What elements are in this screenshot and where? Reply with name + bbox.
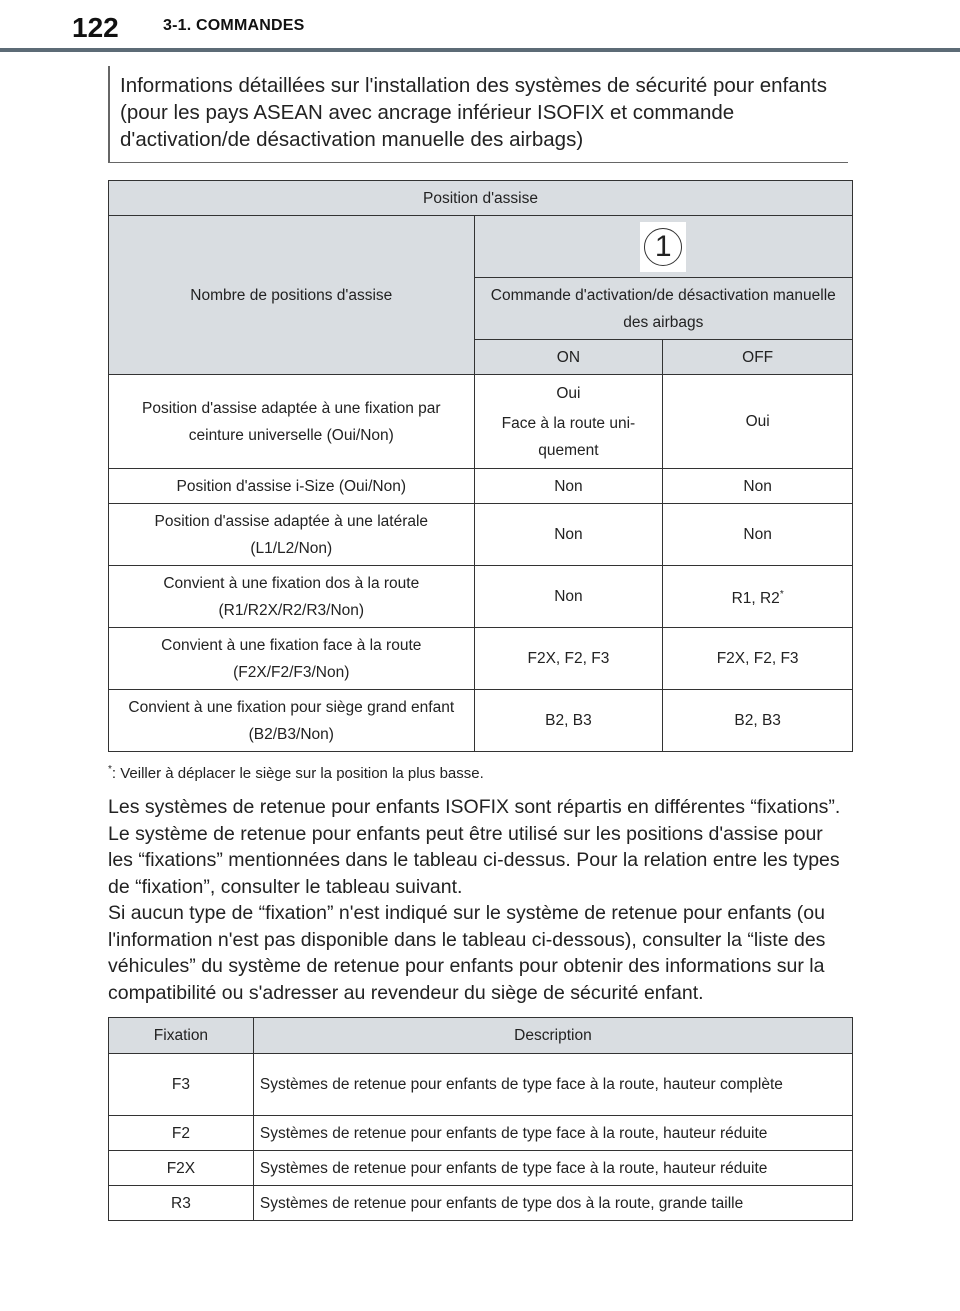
seat-number-badge [640,222,686,272]
fixation-table [108,1017,853,1221]
body-text [108,794,848,1006]
row-off-value: Non [663,504,853,566]
row-label: Position d'assise adaptée à une latérale (L1/L2/Non) [109,504,475,566]
footnote-text: : Veiller à déplacer le siège sur la position la plus basse. [111,765,484,782]
row-on-value [474,375,663,469]
seat-position-table [108,180,853,752]
footnote-marker: * [108,764,112,775]
row-on-line: Oui [556,384,581,402]
table-row [109,375,853,469]
header-divider [0,48,960,52]
row-off-value: Oui [663,375,853,469]
info-box-text: Informations détaillées sur l'installation des systèmes de sécurité pour enfants (pour les pays ASEAN avec ancrage inférieur ISOFIX et commande d'activation/de désactivation manuelle des airbags) [120,74,827,151]
fixation-code: R3 [109,1186,254,1221]
row-label: Convient à une fixation face à la route (F2X/F2/F3/Non) [109,628,475,690]
row-off-value [663,566,853,628]
page-header [0,0,960,54]
row-label: Convient à une fixation dos à la route (R1/R2X/R2/R3/Non) [109,566,475,628]
row-on-value: Non [474,469,663,504]
row-off-value: Non [663,469,853,504]
table-row [109,1151,853,1186]
row-label: Convient à une fixation pour siège grand enfant (B2/B3/Non) [109,690,475,752]
fixation-code: F2X [109,1151,254,1186]
off-label: OFF [663,340,853,375]
col-description-header: Description [253,1018,852,1054]
table-row [109,504,853,566]
row-label: Position d'assise adaptée à une fixation par ceinture universelle (Oui/Non) [109,375,475,469]
row-on-value: Non [474,504,663,566]
page-number: 122 [72,12,119,43]
section-title: 3-1. COMMANDES [163,17,305,34]
fixation-code: F2 [109,1116,254,1151]
table-row [109,469,853,504]
footnote-marker: * [779,588,784,600]
fixation-description: Systèmes de retenue pour enfants de type face à la route, hauteur réduite [253,1116,852,1151]
fixation-code: F3 [109,1054,254,1116]
row-on-value: F2X, F2, F3 [474,628,663,690]
count-label: Nombre de positions d'assise [109,216,475,375]
fixation-description: Systèmes de retenue pour enfants de type dos à la route, grande taille [253,1186,852,1221]
seat-number-cell [474,216,852,278]
table-row [109,690,853,752]
airbag-switch-label: Commande d'activation/de désactivation manuelle des airbags [474,278,852,340]
fixation-description: Systèmes de retenue pour enfants de type face à la route, hauteur complète [253,1054,852,1116]
table-row [109,1054,853,1116]
table-row [109,566,853,628]
row-on-value: B2, B3 [474,690,663,752]
table-row [109,1116,853,1151]
table-row [109,628,853,690]
row-off-value: F2X, F2, F3 [663,628,853,690]
info-box [108,66,848,163]
row-on-value: Non [474,566,663,628]
position-header: Position d'assise [109,181,853,216]
row-on-line: Face à la route uni-quement [501,414,636,459]
paragraph: Si aucun type de “fixation” n'est indiqué sur le système de retenue pour enfants (ou l'information n'est pas disponible dans le tableau ci-dessous), consulter la “liste des véhicules” du système de retenue pour enfants pour obtenir des informations sur la compatibilité ou s'adresser au revendeur du siège de sécurité enfant. [108,902,826,1004]
table-row [109,1186,853,1221]
footnote [108,764,484,782]
row-off-value: B2, B3 [663,690,853,752]
paragraph: Les systèmes de retenue pour enfants ISOFIX sont répartis en différentes “fixations”. Le système de retenue pour enfants peut être utilisé sur les positions d'assise pour les “fixations” mentionnées dans le tableau ci-dessus. Pour la relation entre les types de “fixation”, consulter le tableau suivant. [108,796,841,898]
seat-number: 1 [644,228,682,266]
on-label: ON [474,340,663,375]
col-fixation-header: Fixation [109,1018,254,1054]
row-label: Position d'assise i-Size (Oui/Non) [109,469,475,504]
fixation-description: Systèmes de retenue pour enfants de type face à la route, hauteur réduite [253,1151,852,1186]
row-off-text: R1, R2 [731,590,780,608]
